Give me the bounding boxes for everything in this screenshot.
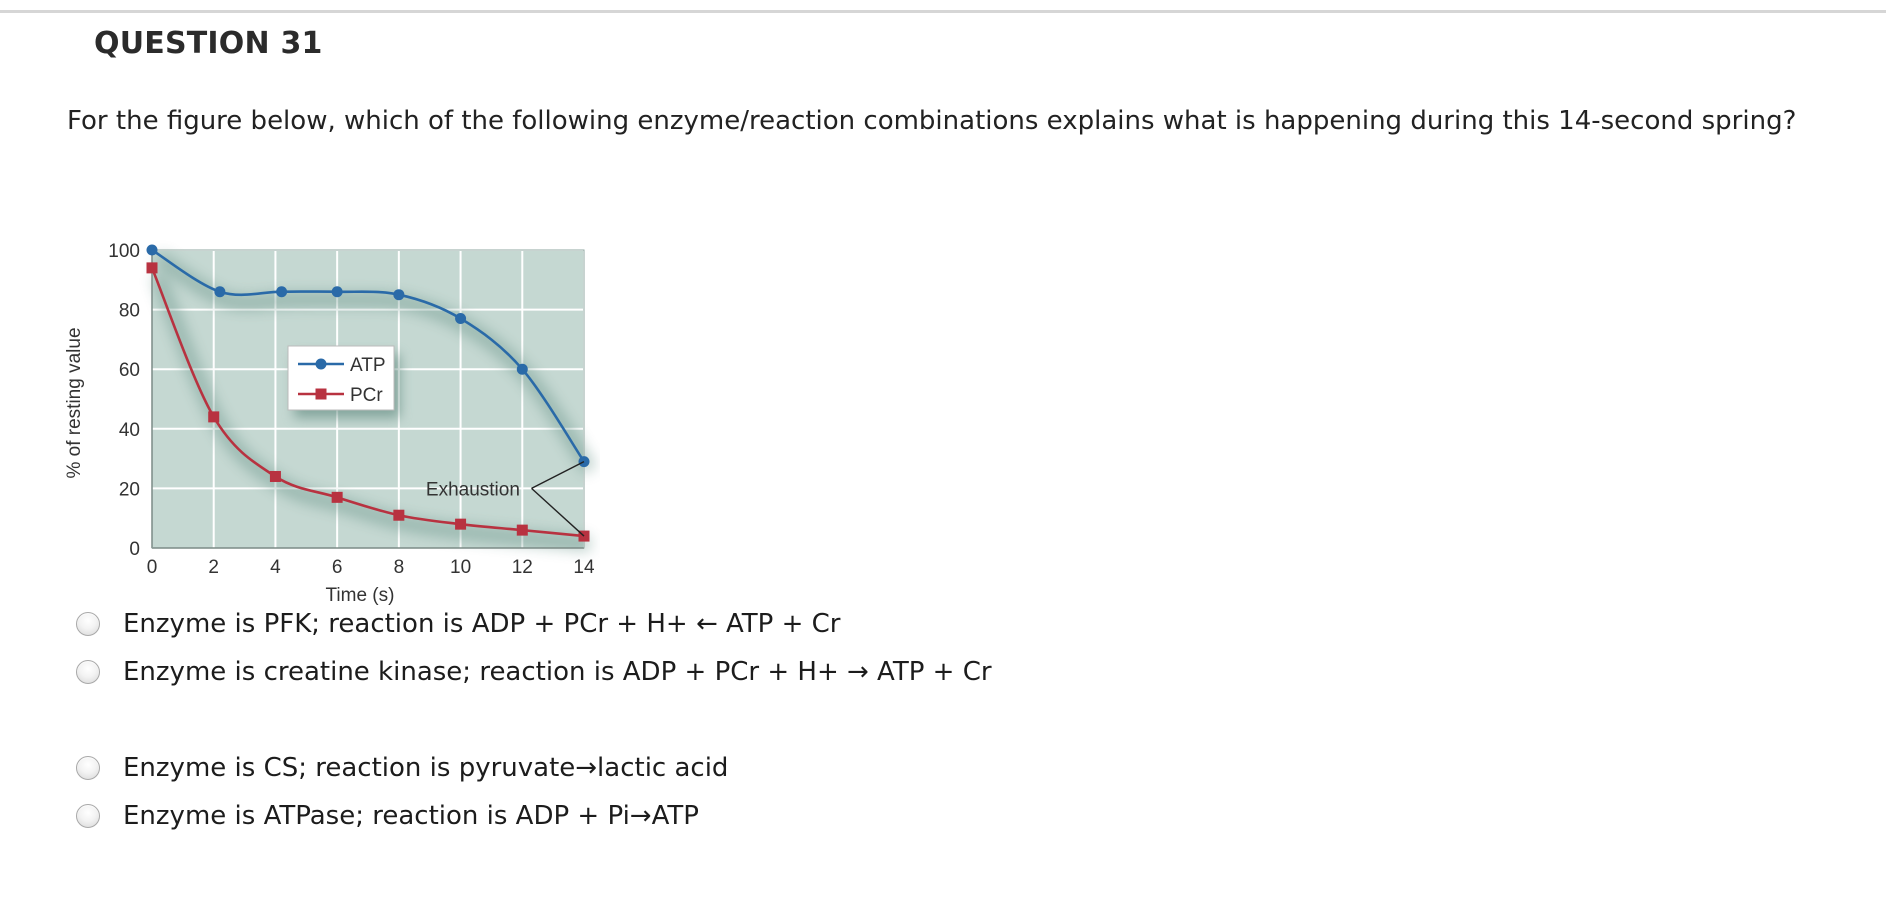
x-tick-label: 8 <box>393 557 405 578</box>
radio-button[interactable] <box>76 804 100 828</box>
y-tick-label: 40 <box>118 419 140 441</box>
answer-option-2[interactable] <box>76 652 992 692</box>
point-atp <box>517 364 528 375</box>
point-pcr <box>270 471 281 482</box>
question-title: QUESTION 31 <box>94 26 323 61</box>
radio-button[interactable] <box>76 612 100 636</box>
answer-label: Enzyme is ATPase; reaction is ADP + Pi→ATP <box>123 801 699 831</box>
radio-button[interactable] <box>76 660 100 684</box>
radio-button[interactable] <box>76 756 100 780</box>
y-tick-label: 80 <box>118 300 140 322</box>
legend <box>288 346 400 418</box>
legend-marker-atp <box>316 359 327 370</box>
y-axis-label: % of resting value <box>64 327 85 479</box>
answer-option-1[interactable] <box>76 604 841 644</box>
point-pcr <box>393 510 404 521</box>
point-pcr <box>147 262 158 273</box>
x-tick-label: 6 <box>331 557 343 578</box>
point-atp <box>455 313 466 324</box>
x-tick-label: 0 <box>146 557 158 578</box>
point-atp <box>393 289 404 300</box>
point-atp <box>147 245 158 256</box>
top-divider <box>0 10 1886 13</box>
legend-marker-pcr <box>316 389 327 400</box>
point-atp <box>276 286 287 297</box>
point-pcr <box>517 525 528 536</box>
x-tick-label: 2 <box>208 557 220 578</box>
point-pcr <box>208 411 219 422</box>
x-tick-label: 14 <box>573 557 595 578</box>
chart <box>60 228 600 618</box>
y-tick-label: 0 <box>129 539 140 560</box>
x-tick-label: 10 <box>450 557 472 578</box>
answer-option-3[interactable] <box>76 748 728 788</box>
legend-label-atp: ATP <box>350 355 386 376</box>
point-pcr <box>455 519 466 530</box>
y-tick-label: 60 <box>118 360 140 382</box>
y-tick-label: 20 <box>118 479 140 501</box>
point-atp <box>332 286 343 297</box>
point-pcr <box>332 492 343 503</box>
question-prompt: For the figure below, which of the following enzyme/reaction combinations explains what is happening during this 14-second spring? <box>67 106 1797 136</box>
question-figure <box>60 228 600 618</box>
legend-label-pcr: PCr <box>350 385 383 406</box>
answer-label: Enzyme is PFK; reaction is ADP + PCr + H+ ← ATP + Cr <box>123 609 841 639</box>
point-atp <box>214 286 225 297</box>
annotation-label: Exhaustion <box>425 479 520 501</box>
answer-label: Enzyme is creatine kinase; reaction is ADP + PCr + H+ → ATP + Cr <box>123 657 992 687</box>
y-tick-label: 100 <box>108 241 140 262</box>
x-tick-label: 12 <box>511 557 533 578</box>
answer-option-4[interactable] <box>76 796 699 836</box>
answer-label: Enzyme is CS; reaction is pyruvate→lactic acid <box>123 753 729 783</box>
x-axis-label: Time (s) <box>325 585 395 606</box>
x-tick-label: 4 <box>270 557 281 578</box>
